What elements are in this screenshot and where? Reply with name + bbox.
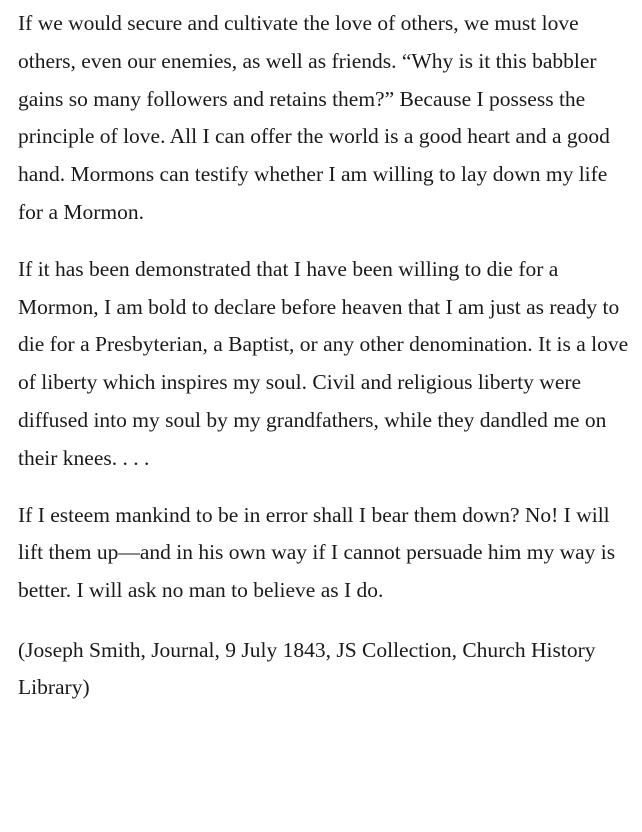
source-citation: (Joseph Smith, Journal, 9 July 1843, JS Collection, Church History Library) xyxy=(18,637,596,699)
quote-paragraph-1: If we would secure and cultivate the love of others, we must love others, even our enemies, as well as friends. “Why is it this babbler gains so many followers and retains them?” Because I possess the principle of love. All I can offer the world is a good heart and a good hand. Mormons can testify whether I am willing to lay down my life for a Mormon. xyxy=(18,11,610,224)
quote-document xyxy=(18,5,632,706)
quote-paragraph-3: If I esteem mankind to be in error shall I bear them down? No! I will lift them up—and in his own way if I cannot persuade him my way is better. I will ask no man to believe as I do. xyxy=(18,502,616,603)
quote-paragraph-2: If it has been demonstrated that I have been willing to die for a Mormon, I am bold to declare before heaven that I am just as ready to die for a Presbyterian, a Baptist, or any other denomination. It is a love of liberty which inspires my soul. Civil and religious liberty were diffused into my soul by my grandfathers, while they dandled me on their knees. . . . xyxy=(18,256,629,470)
